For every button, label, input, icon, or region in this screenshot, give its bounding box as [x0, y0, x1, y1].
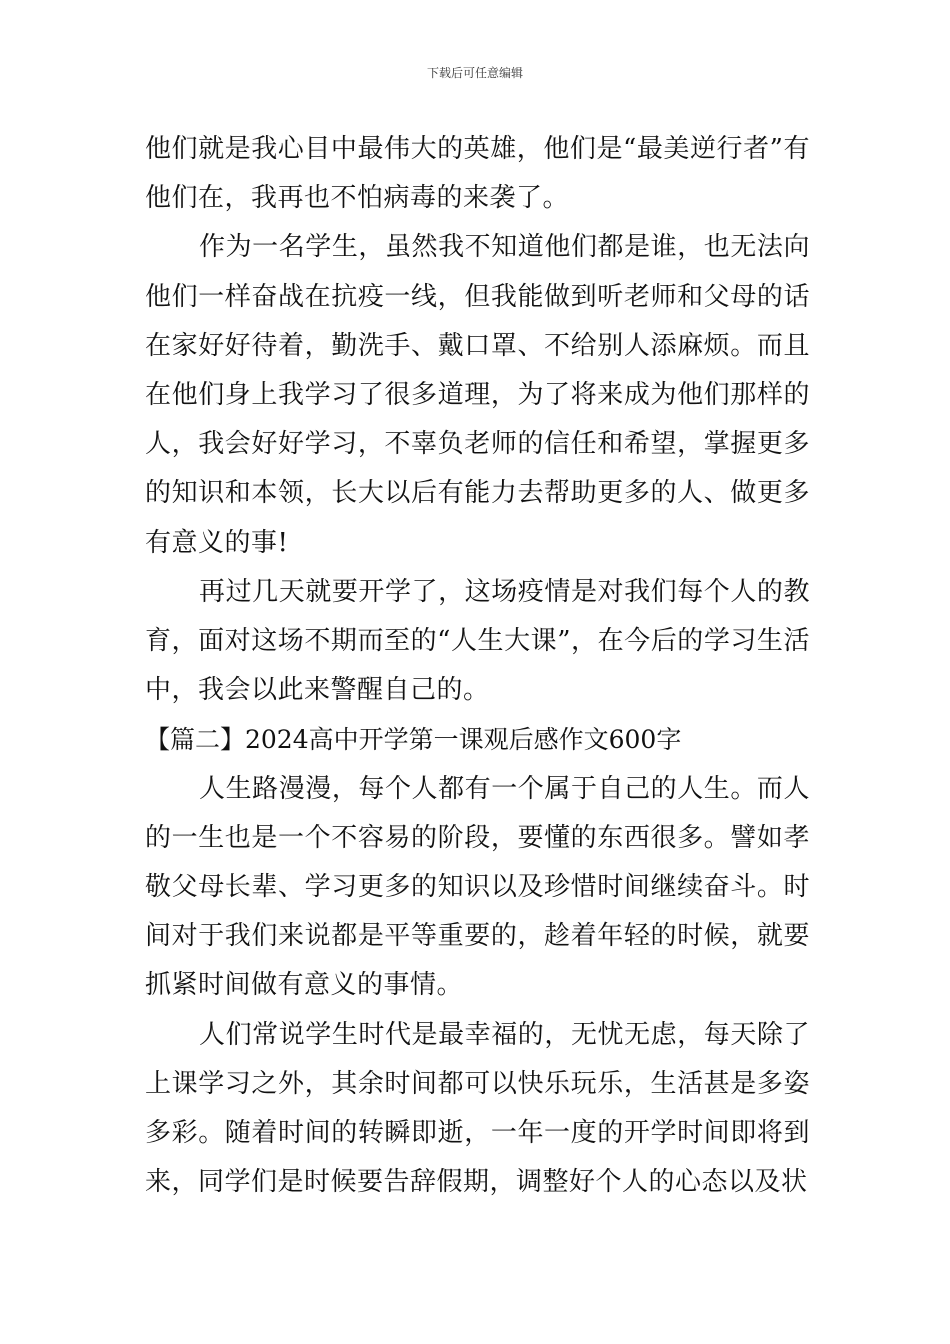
- paragraph-5: 人们常说学生时代是最幸福的，无忧无虑，每天除了上课学习之外，其余时间都可以快乐玩乐，生活甚是多姿多彩。随着时间的转瞬即逝，一年一度的开学时间即将到来，同学们是时候要告辞假期，调整好个人的心态以及状: [145, 1019, 810, 1198]
- paragraph-1: 他们就是我心目中最伟大的英雄，他们是“最美逆行者”有他们在，我再也不怕病毒的来袭了。: [145, 134, 810, 214]
- page-header-note: 下载后可任意编辑: [426, 66, 523, 80]
- section-heading: 【篇二】2024高中开学第一课观后感作文600字: [145, 725, 682, 755]
- paragraph-3: 再过几天就要开学了，这场疫情是对我们每个人的教育，面对这场不期而至的“人生大课”，在今后的学习生活中，我会以此来警醒自己的。: [145, 576, 810, 706]
- document-body: [145, 125, 810, 1207]
- paragraph-2: 作为一名学生，虽然我不知道他们都是谁，也无法向他们一样奋战在抗疫一线，但我能做到听老师和父母的话在家好好待着，勤洗手、戴口罩、不给别人添麻烦。而且在他们身上我学习了很多道理，为了将来成为他们那样的人，我会好好学习，不辜负老师的信任和希望，掌握更多的知识和本领，长大以后有能力去帮助更多的人、做更多有意义的事!: [145, 232, 810, 558]
- paragraph-4: 人生路漫漫，每个人都有一个属于自己的人生。而人的一生也是一个不容易的阶段，要懂的东西很多。譬如孝敬父母长辈、学习更多的知识以及珍惜时间继续奋斗。时间对于我们来说都是平等重要的，趁着年轻的时候，就要抓紧时间做有意义的事情。: [145, 773, 810, 1001]
